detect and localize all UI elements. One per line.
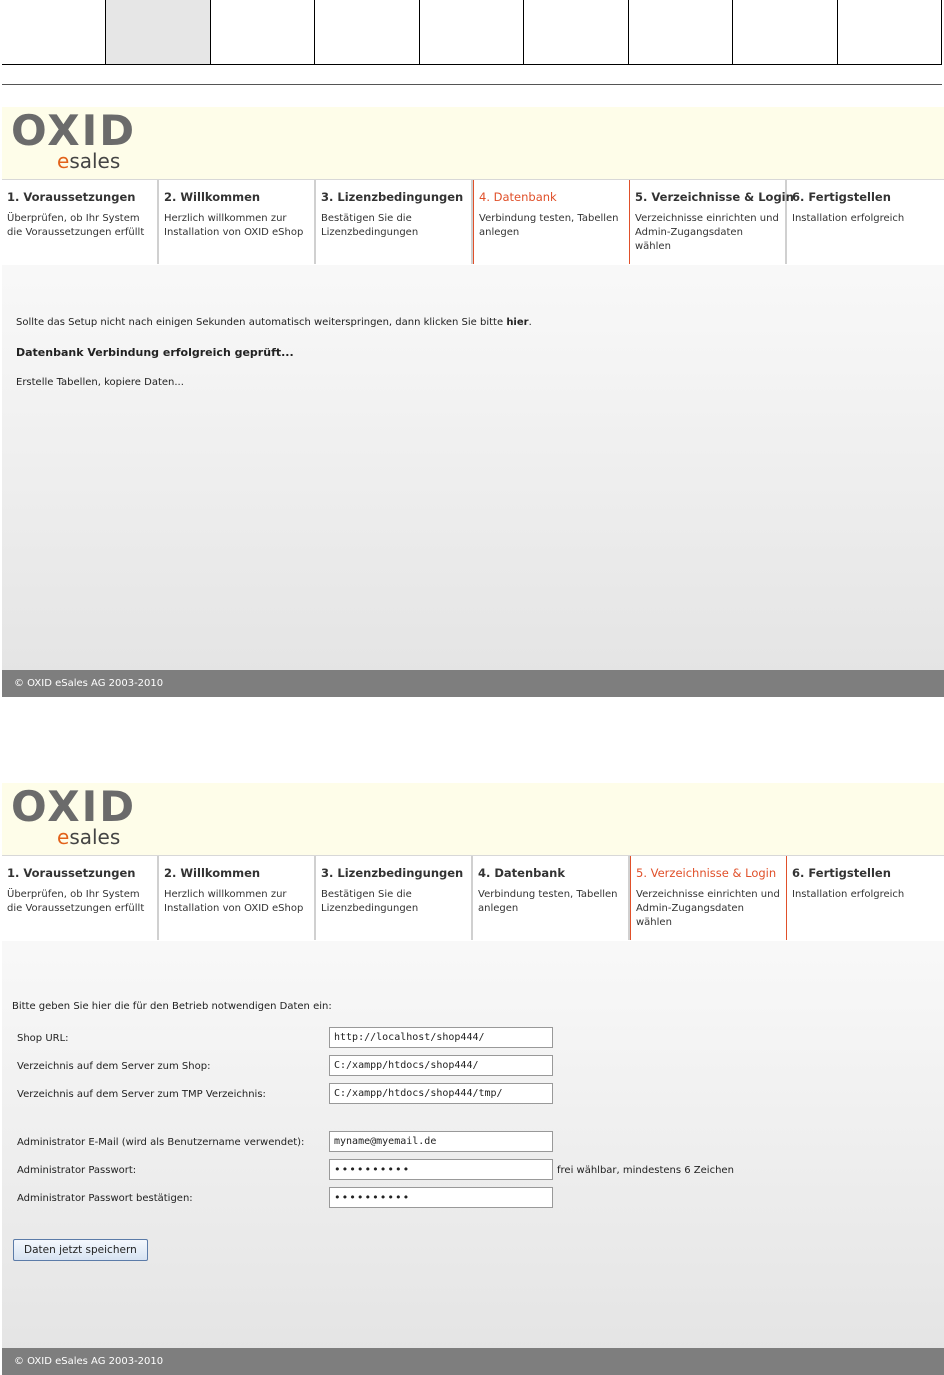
oxid-logo (11, 782, 137, 849)
admin-email-label: Administrator E-Mail (wird als Benutzername verwendet): (17, 1137, 305, 1148)
table-cell (315, 0, 419, 64)
step-requirements[interactable] (2, 180, 159, 264)
admin-email-input[interactable] (329, 1131, 553, 1152)
setup-panel-directories (2, 783, 944, 1375)
copyright-text: © OXID eSales AG 2003-2010 (14, 1356, 164, 1367)
table-cell (733, 0, 837, 64)
step-title: 1. Voraussetzungen (7, 866, 136, 880)
step-desc: Verbindung testen, Tabellen anlegen (479, 213, 619, 238)
oxid-logo (11, 106, 137, 173)
redirect-link[interactable]: hier (506, 317, 529, 328)
step-title: 4. Datenbank (479, 190, 557, 204)
step-requirements[interactable] (2, 856, 159, 940)
setup-steps (2, 179, 944, 265)
step-desc: Herzlich willkommen zur Installation von OXID eShop (164, 889, 304, 914)
logo-esales-text: esales (57, 149, 121, 173)
admin-password-label: Administrator Passwort: (17, 1165, 137, 1176)
step-directories-login[interactable] (630, 856, 787, 940)
step-directories-login[interactable] (630, 180, 794, 264)
step-desc: Installation erfolgreich (792, 213, 905, 224)
admin-password-input[interactable] (329, 1159, 553, 1180)
step-title: 2. Willkommen (164, 190, 261, 204)
step-database[interactable] (473, 180, 630, 264)
footer (2, 1348, 944, 1375)
table-cell (629, 0, 733, 64)
document-table-row (2, 0, 942, 65)
step-welcome[interactable] (159, 856, 316, 940)
step-title: 3. Lizenzbedingungen (321, 190, 464, 204)
horizontal-rule (2, 84, 942, 85)
step-desc: Bestätigen Sie die Lizenzbedingungen (321, 889, 419, 914)
table-cell (524, 0, 628, 64)
save-data-button[interactable]: Daten jetzt speichern (13, 1239, 148, 1261)
table-cell (211, 0, 315, 64)
step-desc: Installation erfolgreich (792, 889, 905, 900)
shop-dir-label: Verzeichnis auf dem Server zum Shop: (17, 1061, 211, 1072)
step-title: 1. Voraussetzungen (7, 190, 136, 204)
step-desc: Herzlich willkommen zur Installation von OXID eShop (164, 213, 304, 238)
password-hint: frei wählbar, mindestens 6 Zeichen (557, 1165, 734, 1176)
step-desc: Bestätigen Sie die Lizenzbedingungen (321, 213, 419, 238)
shop-url-input[interactable] (329, 1027, 553, 1048)
step-license[interactable] (316, 856, 473, 940)
step-finish[interactable] (787, 180, 944, 264)
step-title: 6. Fertigstellen (792, 866, 891, 880)
step-finish[interactable] (787, 856, 944, 940)
step-welcome[interactable] (159, 180, 316, 264)
step-title: 3. Lizenzbedingungen (321, 866, 464, 880)
step-title: 5. Verzeichnisse & Login (635, 190, 794, 204)
step-title: 4. Datenbank (478, 866, 565, 880)
table-cell (420, 0, 524, 64)
header-bar (2, 783, 944, 855)
logo-esales-text: esales (57, 825, 121, 849)
step-desc: Verzeichnisse einrichten und Admin-Zugangsdaten wählen (635, 213, 779, 252)
setup-panel-database (2, 107, 944, 697)
table-cell (838, 0, 942, 64)
step-desc: Überprüfen, ob Ihr System die Voraussetzungen erfüllt (7, 889, 145, 914)
table-cell (2, 0, 106, 64)
logo-oxid-text: OXID (11, 106, 137, 155)
form-intro: Bitte geben Sie hier die für den Betrieb notwendigen Daten ein: (12, 1001, 332, 1012)
copyright-text: © OXID eSales AG 2003-2010 (14, 678, 164, 689)
step-desc: Verzeichnisse einrichten und Admin-Zugangsdaten wählen (636, 889, 780, 928)
redirect-message: Sollte das Setup nicht nach einigen Sekunden automatisch weiterspringen, dann klicken Sie bitte hier. (16, 317, 532, 328)
setup-steps (2, 855, 944, 941)
creating-tables-message: Erstelle Tabellen, kopiere Daten... (16, 377, 184, 388)
tmp-dir-input[interactable] (329, 1083, 553, 1104)
step-license[interactable] (316, 180, 473, 264)
logo-oxid-text: OXID (11, 782, 137, 831)
step-title: 6. Fertigstellen (792, 190, 891, 204)
shop-url-label: Shop URL: (17, 1033, 69, 1044)
shop-dir-input[interactable] (329, 1055, 553, 1076)
db-success-message: Datenbank Verbindung erfolgreich geprüft... (16, 346, 294, 359)
step-database[interactable] (473, 856, 630, 940)
step-desc: Überprüfen, ob Ihr System die Voraussetzungen erfüllt (7, 213, 145, 238)
header-bar (2, 107, 944, 179)
step-title: 2. Willkommen (164, 866, 261, 880)
admin-password-confirm-input[interactable] (329, 1187, 553, 1208)
footer (2, 670, 944, 697)
tmp-dir-label: Verzeichnis auf dem Server zum TMP Verzeichnis: (17, 1089, 266, 1100)
table-cell (106, 0, 210, 64)
admin-password-confirm-label: Administrator Passwort bestätigen: (17, 1193, 193, 1204)
step-title: 5. Verzeichnisse & Login (636, 866, 777, 880)
step-desc: Verbindung testen, Tabellen anlegen (478, 889, 618, 914)
